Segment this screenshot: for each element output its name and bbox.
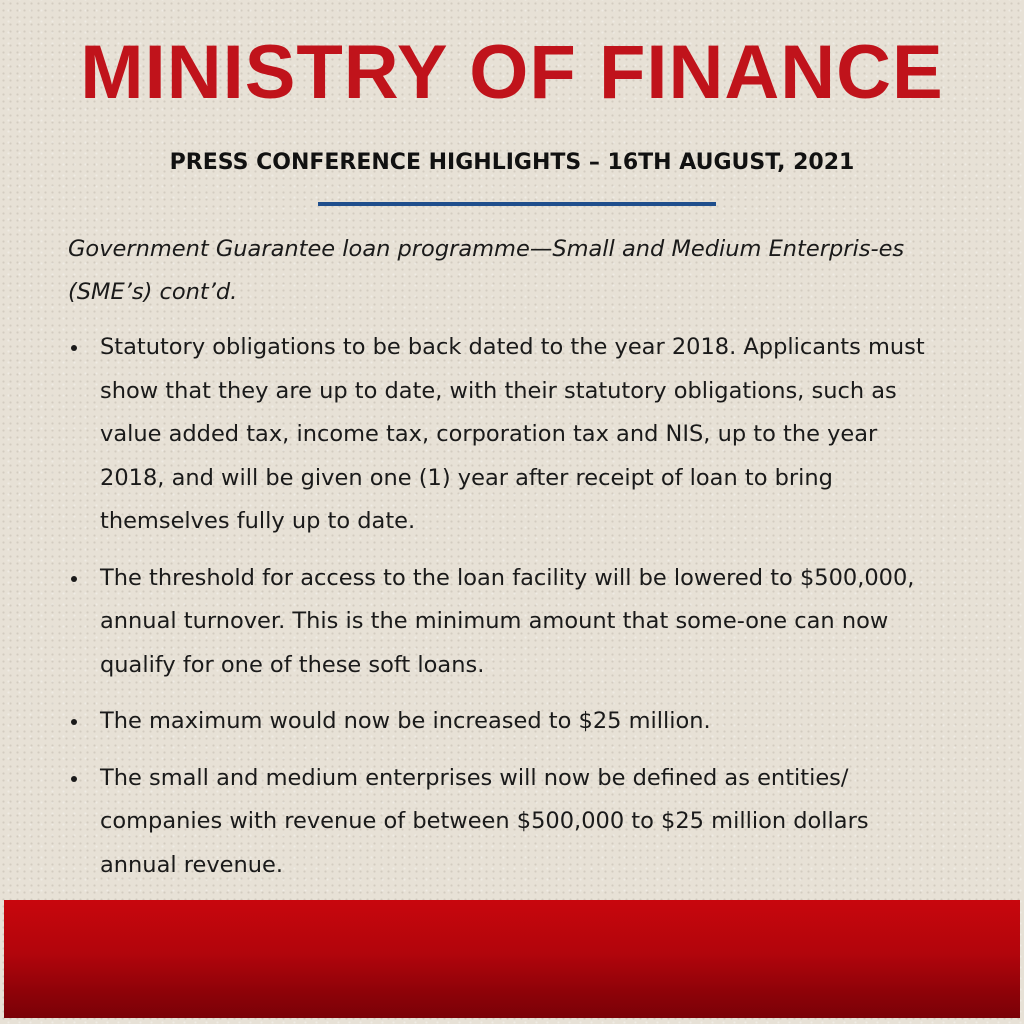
highlights-list [68, 326, 948, 900]
title-divider [318, 202, 716, 206]
bullet-icon [71, 345, 77, 351]
list-item [68, 700, 948, 744]
list-item [68, 326, 948, 544]
page-subtitle: PRESS CONFERENCE HIGHLIGHTS – 16TH AUGUST, 2021 [169, 150, 855, 175]
list-item-text: The small and medium enterprises will now be defined as entities/ companies with revenue of between $500,000 to $25 million dollars annual revenue. [100, 764, 869, 878]
list-item-text: The threshold for access to the loan facility will be lowered to $500,000, annual turnover. This is the minimum amount that some-one can now qualify for one of these soft loans. [100, 564, 915, 678]
list-item-text: The maximum would now be increased to $25 million. [100, 708, 711, 734]
footer-band [4, 900, 1020, 1018]
page-title: MINISTRY OF FINANCE [80, 30, 944, 115]
list-item [68, 557, 948, 688]
bullet-icon [71, 719, 77, 725]
bullet-icon [71, 776, 77, 782]
list-item-text: Statutory obligations to be back dated to the year 2018. Applicants must show that they are up to date, with their statutory obligations, such as value added tax, income tax, corporation tax and NIS, up to the year 2018, and will be given one (1) year after receipt of loan to bring themselves fully up to date. [100, 334, 925, 534]
bullet-icon [71, 576, 77, 582]
intro-heading: Government Guarantee loan programme—Small and Medium Enterpris-es (SME’s) cont’d. [68, 236, 905, 305]
list-item [68, 757, 948, 888]
